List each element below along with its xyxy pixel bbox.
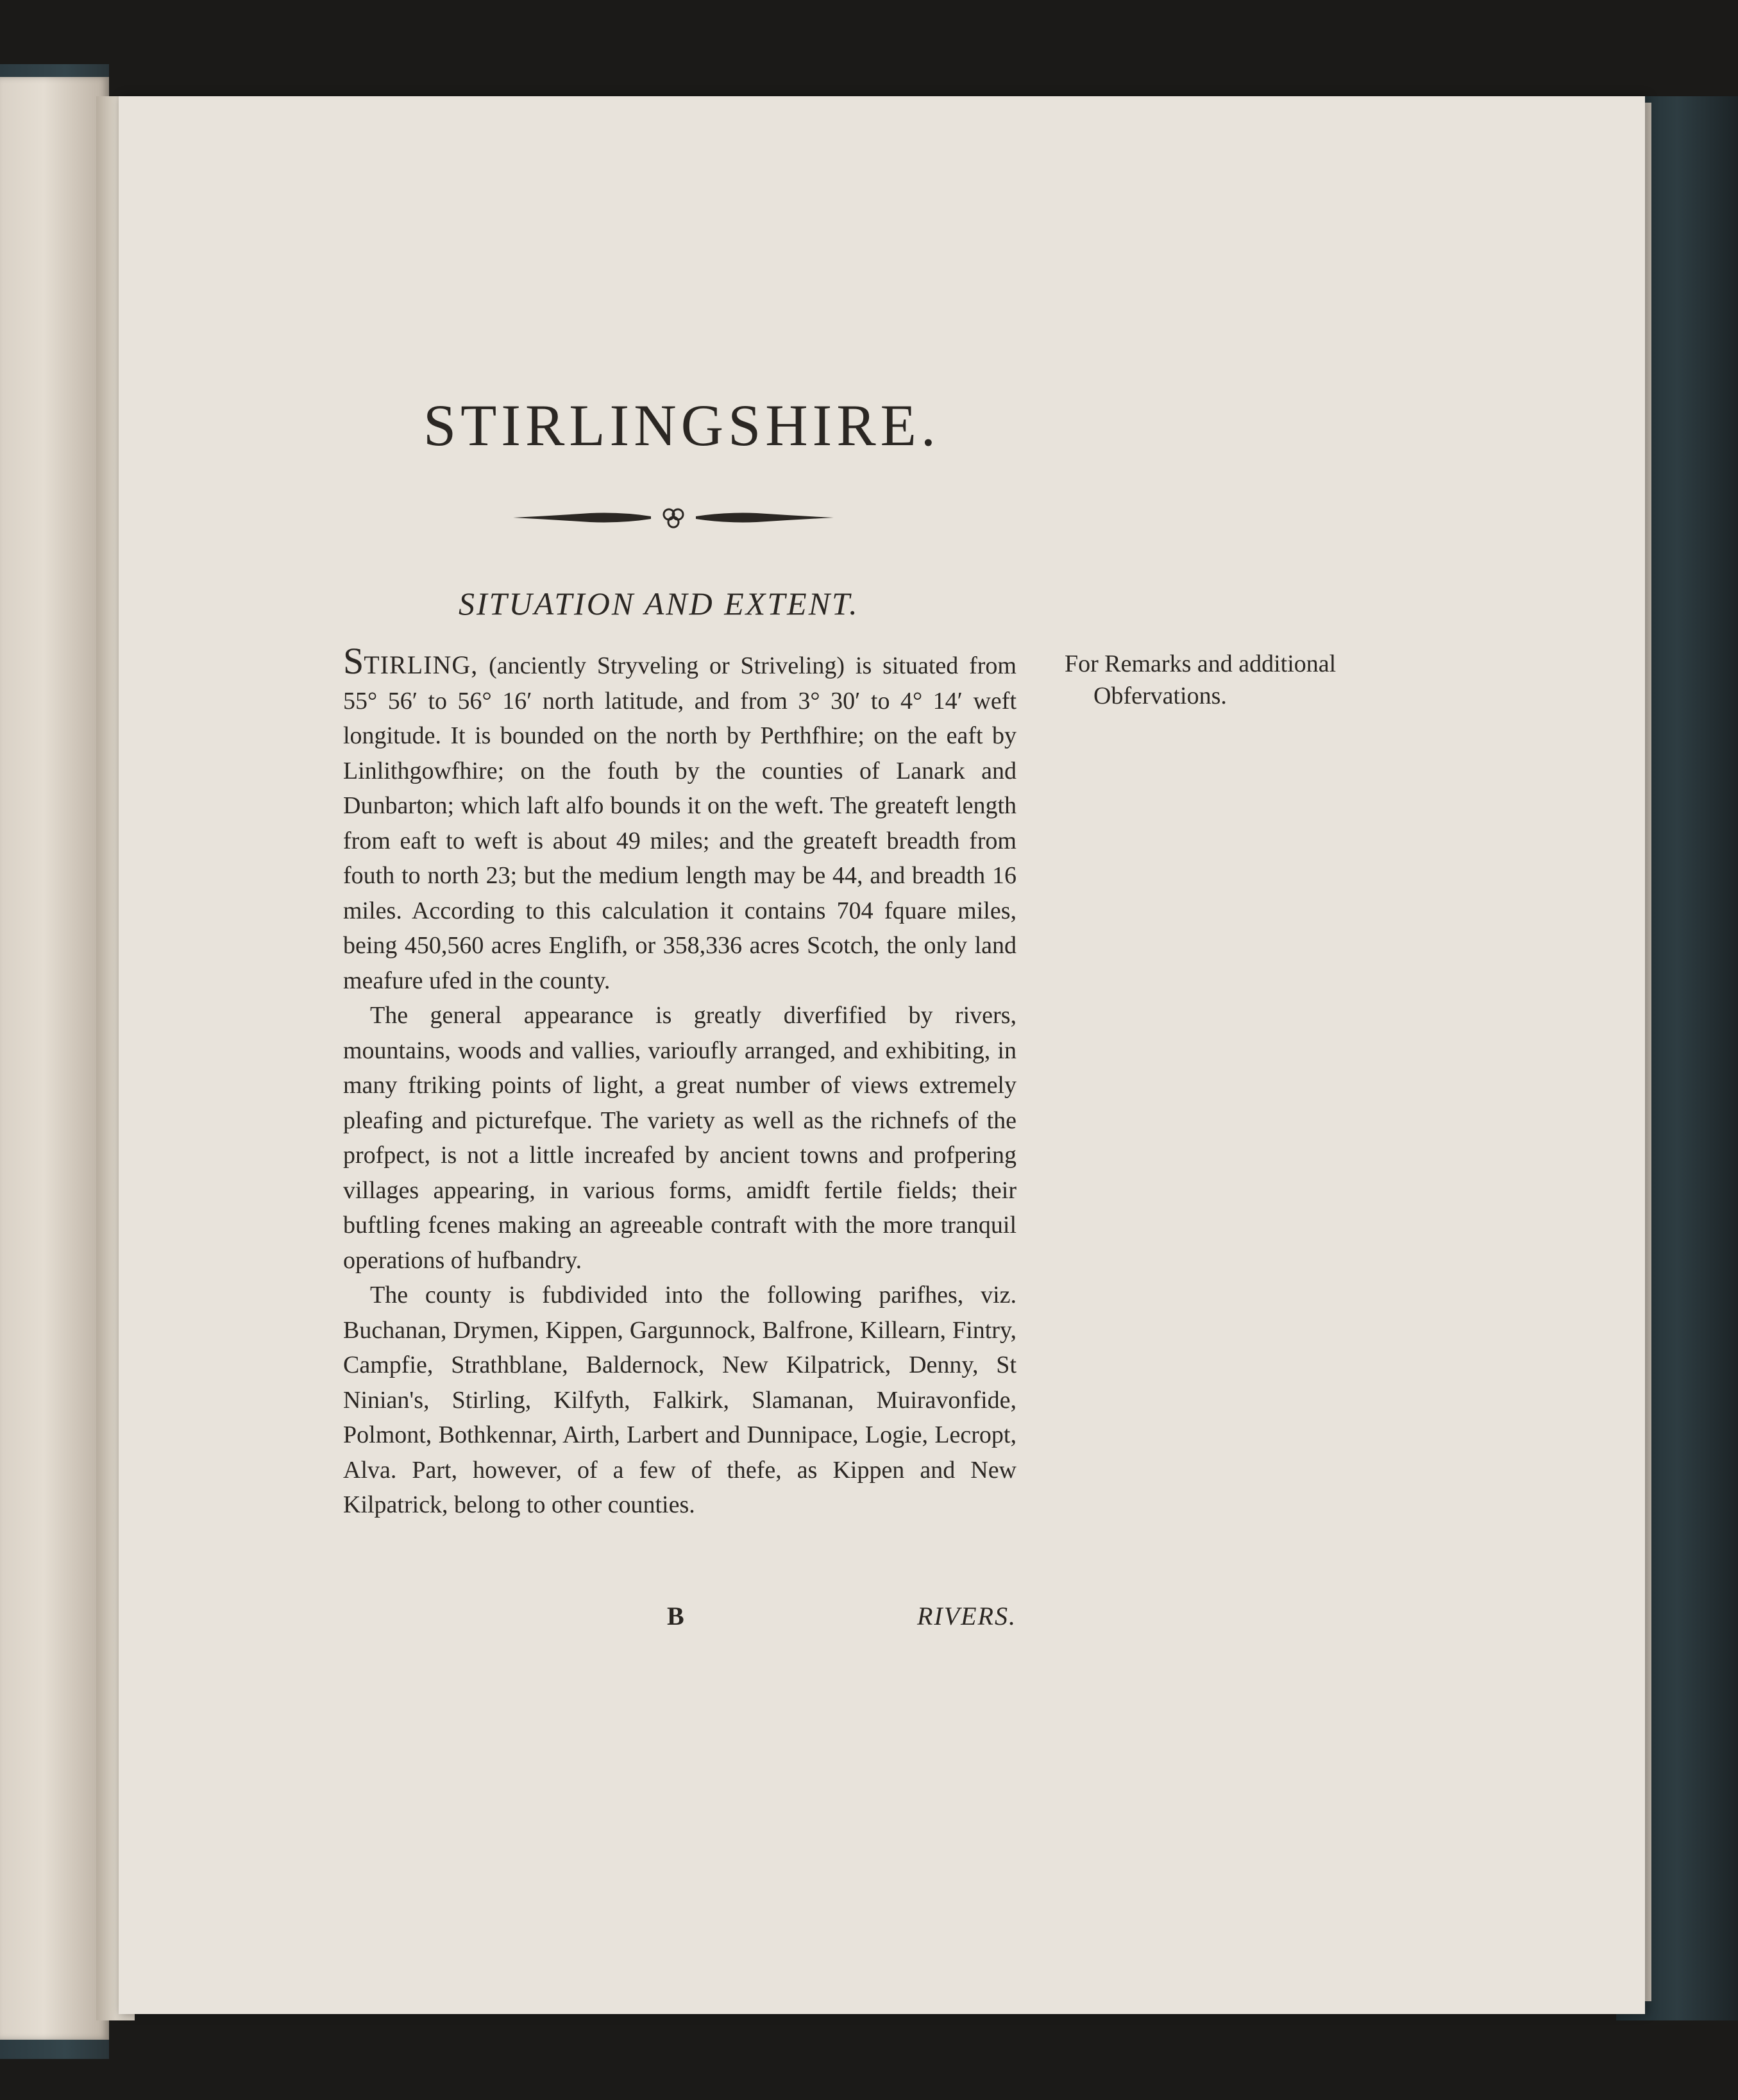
signature-mark: B (667, 1602, 684, 1630)
page-footer (343, 1601, 1017, 1637)
small-caps-word: TIRLING, (364, 650, 478, 679)
paragraph-2: The general appearance is greatly diverfified by rivers, mountains, woods and vallies, varioufly arranged, and exhibiting, in many ftriking points of light, a great number of views extremely pleafing and picturefque. The variety as well as the richnefs of the profpect, is not a little increafed by ancient towns and profpering villages appearing, in various forms, amidft fertile fields; their buftling fcenes making an agreeable contraft with the more tranquil operations of hufbandry. (343, 1002, 1017, 1274)
paragraph-3: The county is fubdivided into the following parifhes, viz. Buchanan, Drymen, Kippen, Gargunnock, Balfrone, Killearn, Fintry, Campfie, Strathblane, Baldernock, New Kilpatrick, Denny, St Ninian's, Stirling, Kilfyth, Falkirk, Slamanan, Muiravonfide, Polmont, Bothkennar, Airth, Larbert and Dunnipace, Logie, Lecropt, Alva. Part, however, of a few of thefe, as Kippen and New Kilpatrick, belong to other counties. (343, 1282, 1017, 1518)
previous-page-edge (0, 77, 109, 2040)
drop-cap: S (343, 640, 364, 682)
margin-note (1065, 648, 1475, 712)
paragraph-1 (343, 640, 1017, 998)
section-heading: SITUATION AND EXTENT. (459, 586, 859, 622)
page-title: STIRLINGSHIRE. (423, 393, 940, 458)
paragraph-text: (anciently Stryveling or Striveling) is situated from 55° 56′ to 56° 16′ north latitude, and from 3° 30′ to 4° 14′ weft longitude. It is bounded on the north by Perthfhire; on the eaft by Linlithgowfhire; on the fouth by the counties of Lanark and Dunbarton; which laft alfo bounds it on the weft. The greateft length from eaft to weft is about 49 miles; and the greateft breadth from fouth to north 23; but the medium length may be 44, and breadth 16 miles. According to this calculation it contains 704 fquare miles, being 450,560 acres Englifh, or 358,336 acres Scotch, the only land meafure ufed in the county. (343, 652, 1017, 994)
margin-note-line-2: Obfervations. (1093, 682, 1227, 709)
margin-note-line-1: For Remarks and additional (1065, 650, 1337, 677)
body-text (343, 640, 1017, 1523)
ornament-divider-icon (513, 502, 834, 534)
catchword: RIVERS. (916, 1602, 1017, 1630)
